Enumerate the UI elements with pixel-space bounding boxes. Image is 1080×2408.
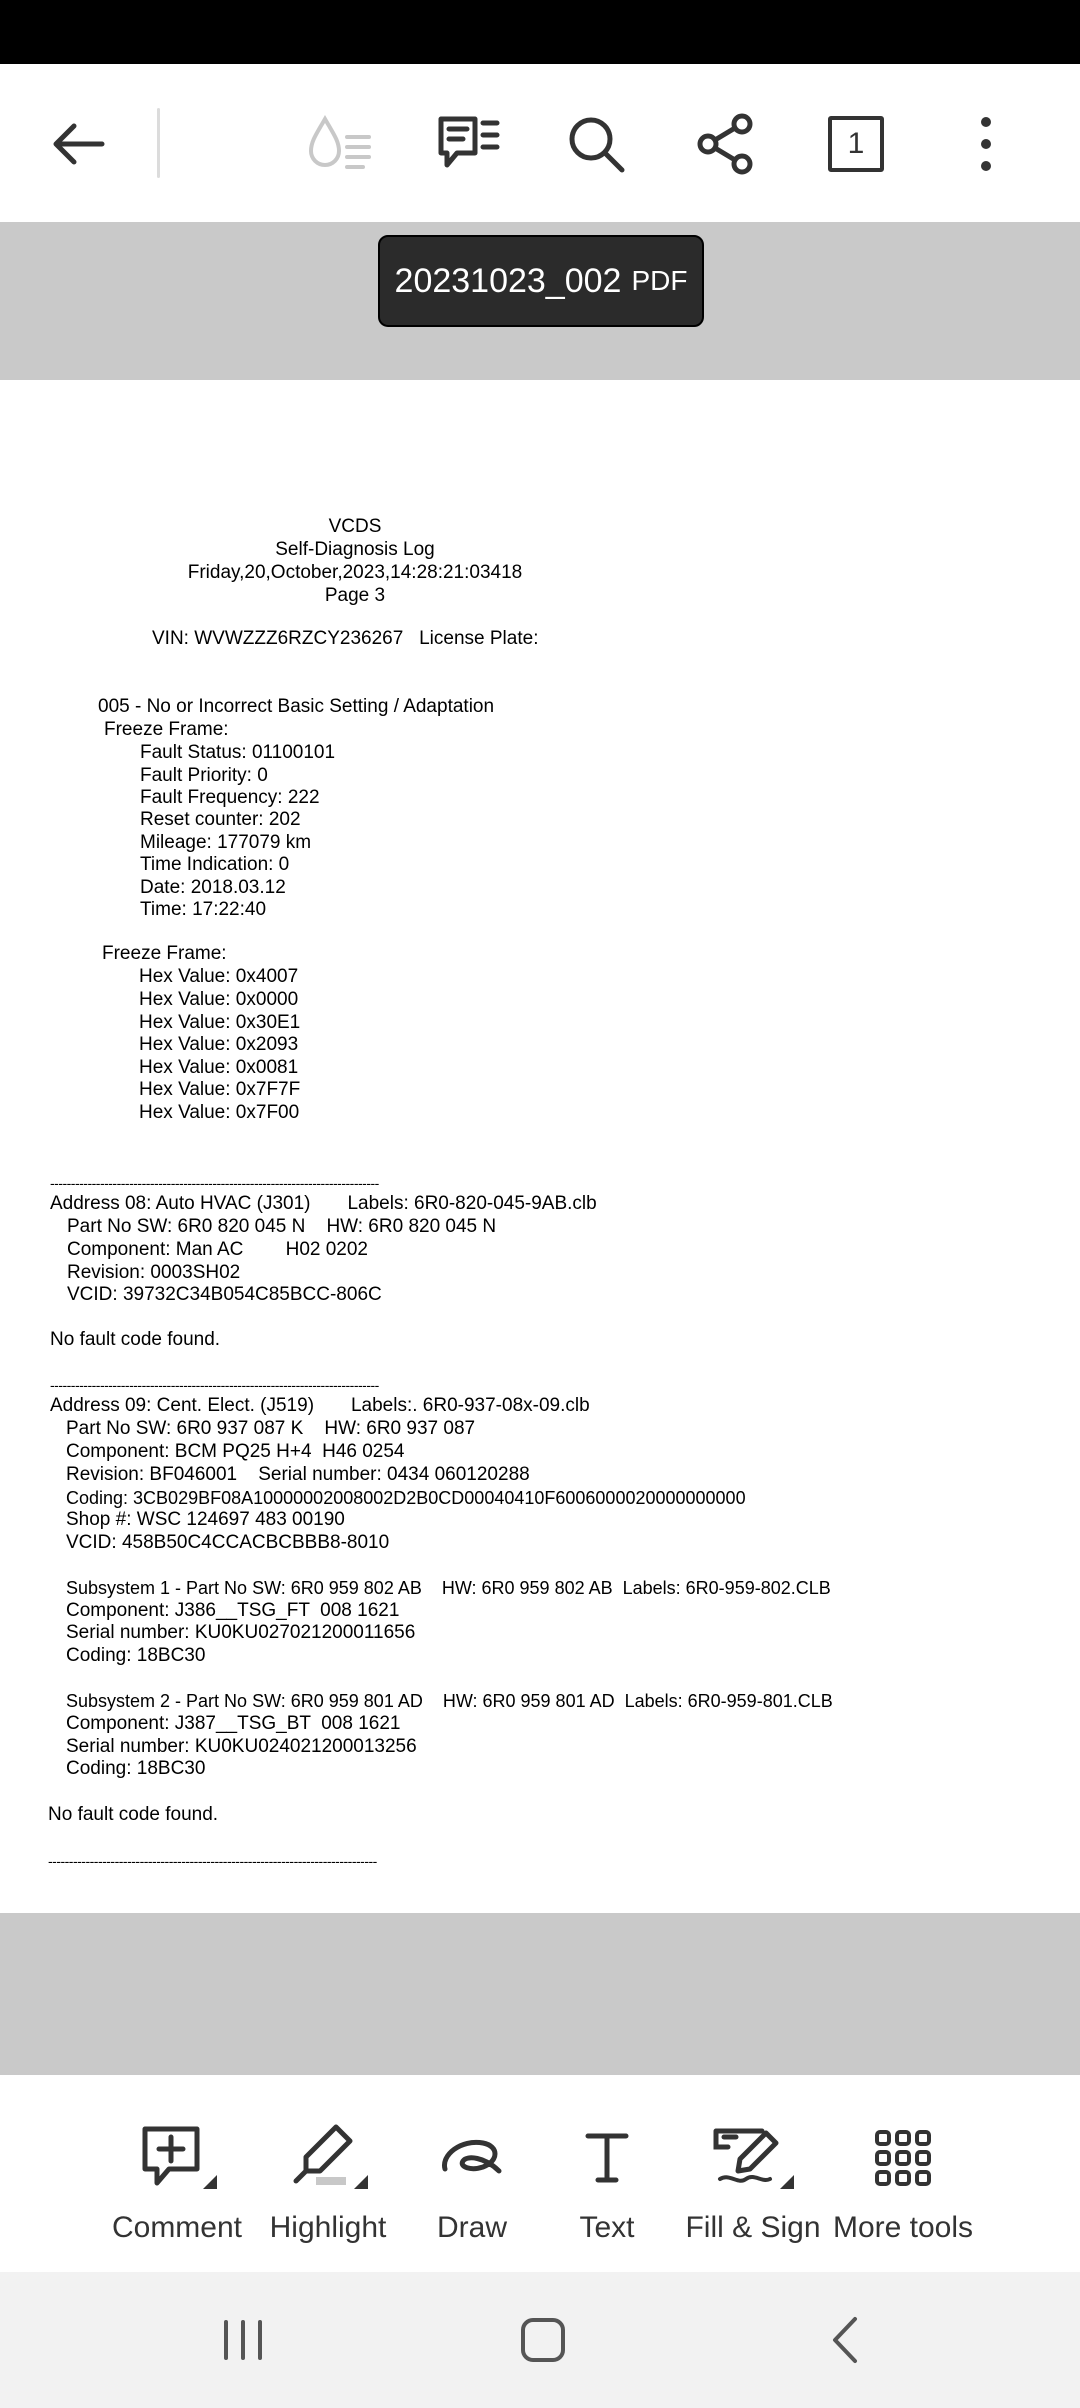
tool-label: Comment (111, 2211, 243, 2244)
doc-line: Self-Diagnosis Log (275, 539, 435, 560)
draw-tool-button[interactable] (410, 2075, 534, 2272)
recent-apps-icon (218, 2318, 268, 2362)
doc-line: Time Indication: 0 (140, 854, 290, 875)
comment-plus-icon (135, 2123, 219, 2193)
share-button[interactable] (682, 100, 770, 188)
draw-icon (437, 2133, 507, 2183)
arrow-left-icon (48, 119, 108, 169)
text-tool-button[interactable] (548, 2075, 666, 2272)
back-button[interactable] (34, 100, 122, 188)
doc-line: Part No SW: 6R0 820 045 N HW: 6R0 820 045 N (67, 1216, 497, 1237)
doc-line: VCDS (328, 516, 382, 537)
more-vertical-icon (976, 114, 996, 174)
doc-line: Component: BCM PQ25 H+4 H46 0254 (66, 1441, 405, 1462)
doc-line: Mileage: 177079 km (140, 832, 312, 853)
highlighter-icon (286, 2123, 370, 2193)
doc-line: Coding: 18BC30 (66, 1645, 206, 1666)
doc-line: Hex Value: 0x30E1 (139, 1012, 301, 1033)
doc-line: Freeze Frame: (104, 719, 229, 740)
doc-line: Revision: 0003SH02 (67, 1262, 241, 1283)
overflow-menu-button[interactable] (942, 100, 1030, 188)
comments-button[interactable] (424, 100, 512, 188)
doc-line: Hex Value: 0x7F00 (139, 1102, 300, 1123)
home-button[interactable] (498, 2300, 588, 2380)
doc-line: Component: Man AC H02 0202 (67, 1239, 369, 1260)
doc-line: No fault code found. (48, 1804, 219, 1825)
doc-divider: ------------------------------------------------------------------------------- (50, 1377, 379, 1393)
search-icon (565, 113, 627, 175)
tool-label: Text (579, 2211, 635, 2244)
doc-line: Fault Status: 01100101 (140, 742, 336, 763)
bottom-tools-bar (0, 2075, 1080, 2272)
doc-line: Fault Priority: 0 (140, 765, 268, 786)
page-number-button[interactable] (812, 100, 900, 188)
document-name: 20231023_002 (394, 261, 622, 300)
system-nav-bar (0, 2272, 1080, 2408)
recent-apps-button[interactable] (198, 2300, 288, 2380)
doc-line: VIN: WVWZZZ6RZCY236267 License Plate: (152, 628, 539, 649)
doc-line: Coding: 18BC30 (66, 1758, 206, 1779)
tool-label: Fill & Sign (685, 2211, 821, 2244)
doc-line: Page 3 (324, 585, 386, 606)
highlight-tool-button[interactable] (258, 2075, 398, 2272)
liquid-mode-button[interactable] (296, 100, 384, 188)
comment-list-icon (435, 113, 501, 175)
chevron-left-icon (827, 2315, 863, 2365)
tool-label: Draw (436, 2211, 507, 2244)
doc-line: Component: J387__TSG_BT 008 1621 (66, 1713, 401, 1734)
grid-icon (874, 2129, 932, 2187)
document-frame-bottom (0, 1913, 1080, 2075)
doc-line: Fault Frequency: 222 (140, 787, 320, 808)
doc-line: No fault code found. (50, 1329, 221, 1350)
doc-line: Hex Value: 0x7F7F (139, 1079, 301, 1100)
doc-line: Hex Value: 0x4007 (139, 966, 299, 987)
doc-line: Reset counter: 202 (140, 809, 301, 830)
doc-divider: ------------------------------------------------------------------------------- (48, 1853, 377, 1869)
doc-line: Address 09: Cent. Elect. (J519) Labels:. 6R0-937-08x-09.clb (50, 1395, 590, 1416)
doc-line: Freeze Frame: (102, 943, 227, 964)
doc-line: 005 - No or Incorrect Basic Setting / Adaptation (98, 696, 495, 717)
tool-label: More tools (832, 2211, 974, 2244)
doc-line: Friday,20,October,2023,14:28:21:03418 (187, 562, 523, 583)
share-icon (694, 112, 758, 176)
page-box-icon: 1 (828, 116, 884, 172)
system-back-button[interactable] (800, 2300, 890, 2380)
doc-line: Part No SW: 6R0 937 087 K HW: 6R0 937 087 (66, 1418, 476, 1439)
doc-line: VCID: 39732C34B054C85BCC-806C (67, 1284, 382, 1305)
doc-line: Coding: 3CB029BF08A10000002008002D2B0CD00040410F6006000020000000000 (66, 1488, 746, 1508)
doc-divider: ------------------------------------------------------------------------------- (50, 1175, 379, 1191)
doc-line: Hex Value: 0x0081 (139, 1057, 299, 1078)
doc-line: Serial number: KU0KU024021200013256 (66, 1736, 417, 1757)
document-title-chip (378, 235, 704, 327)
text-icon (582, 2130, 632, 2186)
doc-line: Component: J386__TSG_FT 008 1621 (66, 1600, 400, 1621)
fill-sign-tool-button[interactable] (680, 2075, 826, 2272)
doc-line: Hex Value: 0x2093 (139, 1034, 299, 1055)
fill-sign-icon (710, 2123, 796, 2193)
doc-line: Subsystem 1 - Part No SW: 6R0 959 802 AB HW: 6R0 959 802 AB Labels: 6R0-959-802.CLB (66, 1578, 831, 1598)
doc-line: Revision: BF046001 Serial number: 0434 060120288 (66, 1464, 530, 1485)
doc-line: Hex Value: 0x0000 (139, 989, 299, 1010)
comment-tool-button[interactable] (104, 2075, 250, 2272)
home-icon (519, 2316, 567, 2364)
top-toolbar (0, 64, 1080, 223)
doc-line: Shop #: WSC 124697 483 00190 (66, 1509, 345, 1530)
tool-label: Highlight (269, 2211, 387, 2244)
status-bar (0, 0, 1080, 64)
document-ext: PDF (631, 265, 688, 296)
liquid-mode-icon (305, 113, 375, 175)
toolbar-divider (157, 108, 160, 178)
doc-line: Date: 2018.03.12 (140, 877, 286, 898)
doc-line: Time: 17:22:40 (140, 899, 267, 920)
search-button[interactable] (552, 100, 640, 188)
doc-line: Subsystem 2 - Part No SW: 6R0 959 801 AD HW: 6R0 959 801 AD Labels: 6R0-959-801.CLB (66, 1691, 833, 1711)
doc-line: VCID: 458B50C4CCACBCBBB8-8010 (66, 1532, 390, 1553)
doc-line: Address 08: Auto HVAC (J301) Labels: 6R0-820-045-9AB.clb (50, 1193, 597, 1214)
more-tools-button[interactable] (830, 2075, 976, 2272)
pdf-page[interactable] (0, 380, 1080, 1913)
doc-line: Serial number: KU0KU027021200011656 (66, 1622, 416, 1643)
